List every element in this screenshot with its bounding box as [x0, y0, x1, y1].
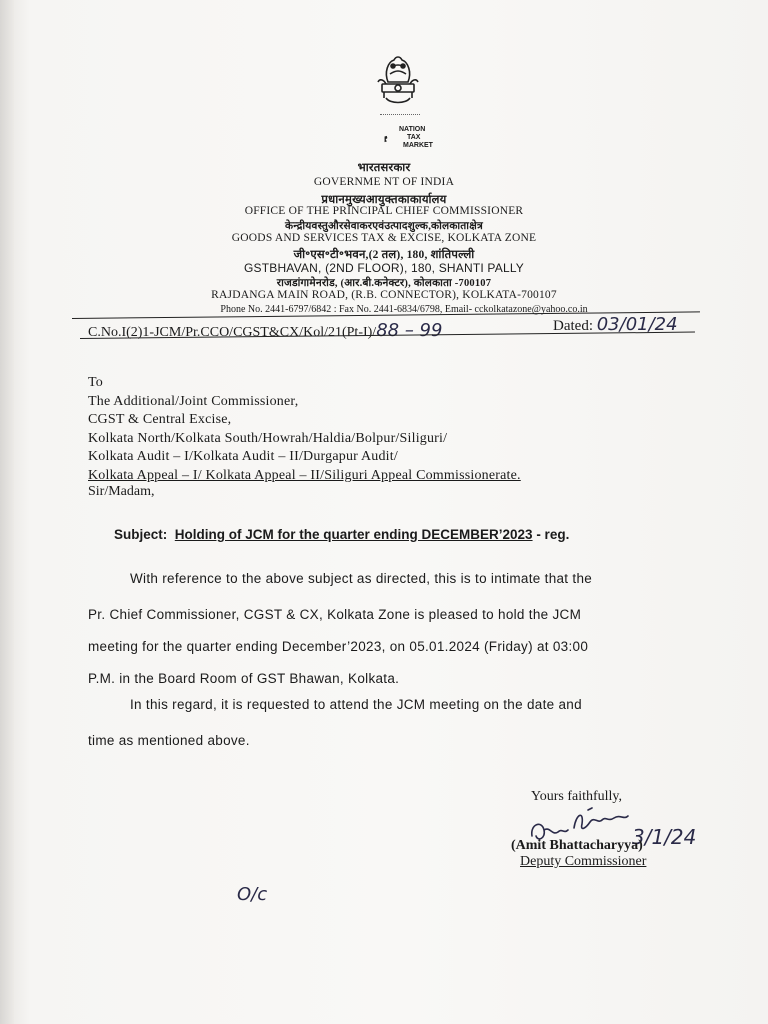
address-line-1: GSTBHAVAN, (2ND FLOOR), 180, SHANTI PALLY: [243, 261, 525, 275]
reference-date: Dated: 03/01/24: [553, 314, 678, 335]
addressee-line: The Additional/Joint Commissioner,: [88, 393, 299, 409]
body-line: meeting for the quarter ending December’2023, on 05.01.2024 (Friday) at 03:00: [88, 639, 589, 654]
nation-tax-market-logo-icon: [384, 126, 398, 152]
subject-suffix: - reg.: [532, 527, 570, 542]
hindi-office-line: प्रधानमुख्यआयुक्तकाकार्यालय: [321, 194, 447, 206]
government-line: GOVERNME NT OF INDIA: [313, 176, 455, 188]
handwritten-reference-number: 88 – 99: [376, 320, 443, 341]
subject-line: [114, 527, 569, 542]
scan-edge-shadow: [0, 0, 14, 1024]
national-emblem-icon: [372, 52, 424, 114]
reference-number: C.No.I(2)1-JCM/Pr.CCO/CGST&CX/Kol/21(Pt-I)/88 – 99: [88, 320, 443, 341]
contact-line: Phone No. 2441-6797/6842 : Fax No. 2441-6834/6798, Email- cckolkatazone@yahoo.co.in: [220, 304, 588, 315]
hindi-address-line-1: जी॰एस॰टी॰भवन,(2 तल), 180, शांतिपल्ली: [293, 249, 475, 261]
body-line: With reference to the above subject as directed, this is to intimate that the: [130, 571, 593, 586]
department-line: GOODS AND SERVICES TAX & EXCISE, KOLKATA ZONE: [231, 232, 537, 244]
valediction: Yours faithfully,: [531, 789, 623, 804]
handwritten-oc-note: O/c: [237, 884, 268, 905]
logo-text: NATION TAX MARKET: [399, 126, 433, 149]
hindi-address-line-2: राजडांगामेनरोड, (आर.बी.कनेक्टर), कोलकाता -700107: [276, 278, 492, 289]
signer-name: (Amit Bhattacharyya): [511, 838, 643, 853]
body-line: time as mentioned above.: [88, 733, 250, 748]
office-line: OFFICE OF THE PRINCIPAL CHIEF COMMISSIONER: [244, 205, 524, 217]
subject-label: Subject:: [114, 527, 168, 542]
addressee-to: To: [88, 375, 103, 390]
body-line: Pr. Chief Commissioner, CGST & CX, Kolkata Zone is pleased to hold the JCM: [88, 607, 582, 622]
emblem-motto: [380, 114, 420, 119]
address-line-2: RAJDANGA MAIN ROAD, (R.B. CONNECTOR), KOLKATA-700107: [211, 289, 557, 301]
signature-date: 3/1/24: [632, 825, 697, 849]
body-line: In this regard, it is requested to attend the JCM meeting on the date and: [130, 697, 582, 712]
hindi-government-line: भारतसरकार: [357, 162, 411, 174]
body-line: P.M. in the Board Room of GST Bhawan, Kolkata.: [88, 671, 400, 686]
signer-designation: Deputy Commissioner: [520, 854, 647, 869]
addressee-block: [88, 374, 521, 485]
addressee-line: Kolkata Audit – I/Kolkata Audit – II/Durgapur Audit/: [88, 449, 398, 464]
handwritten-date: 03/01/24: [596, 314, 678, 335]
salutation: Sir/Madam,: [88, 484, 155, 499]
addressee-line: Kolkata Appeal – I/ Kolkata Appeal – II/Siliguri Appeal Commissionerate.: [88, 467, 521, 483]
addressee-line: Kolkata North/Kolkata South/Howrah/Haldia/Bolpur/Siliguri/: [88, 430, 448, 446]
subject-text: Holding of JCM for the quarter ending DECEMBER’2023: [174, 527, 533, 542]
addressee-line: CGST & Central Excise,: [88, 412, 232, 427]
hindi-department-line: केन्द्रीयवस्तुऔरसेवाकरएवंउत्पादशुल्क,कोलकाताक्षेत्र: [285, 221, 483, 232]
